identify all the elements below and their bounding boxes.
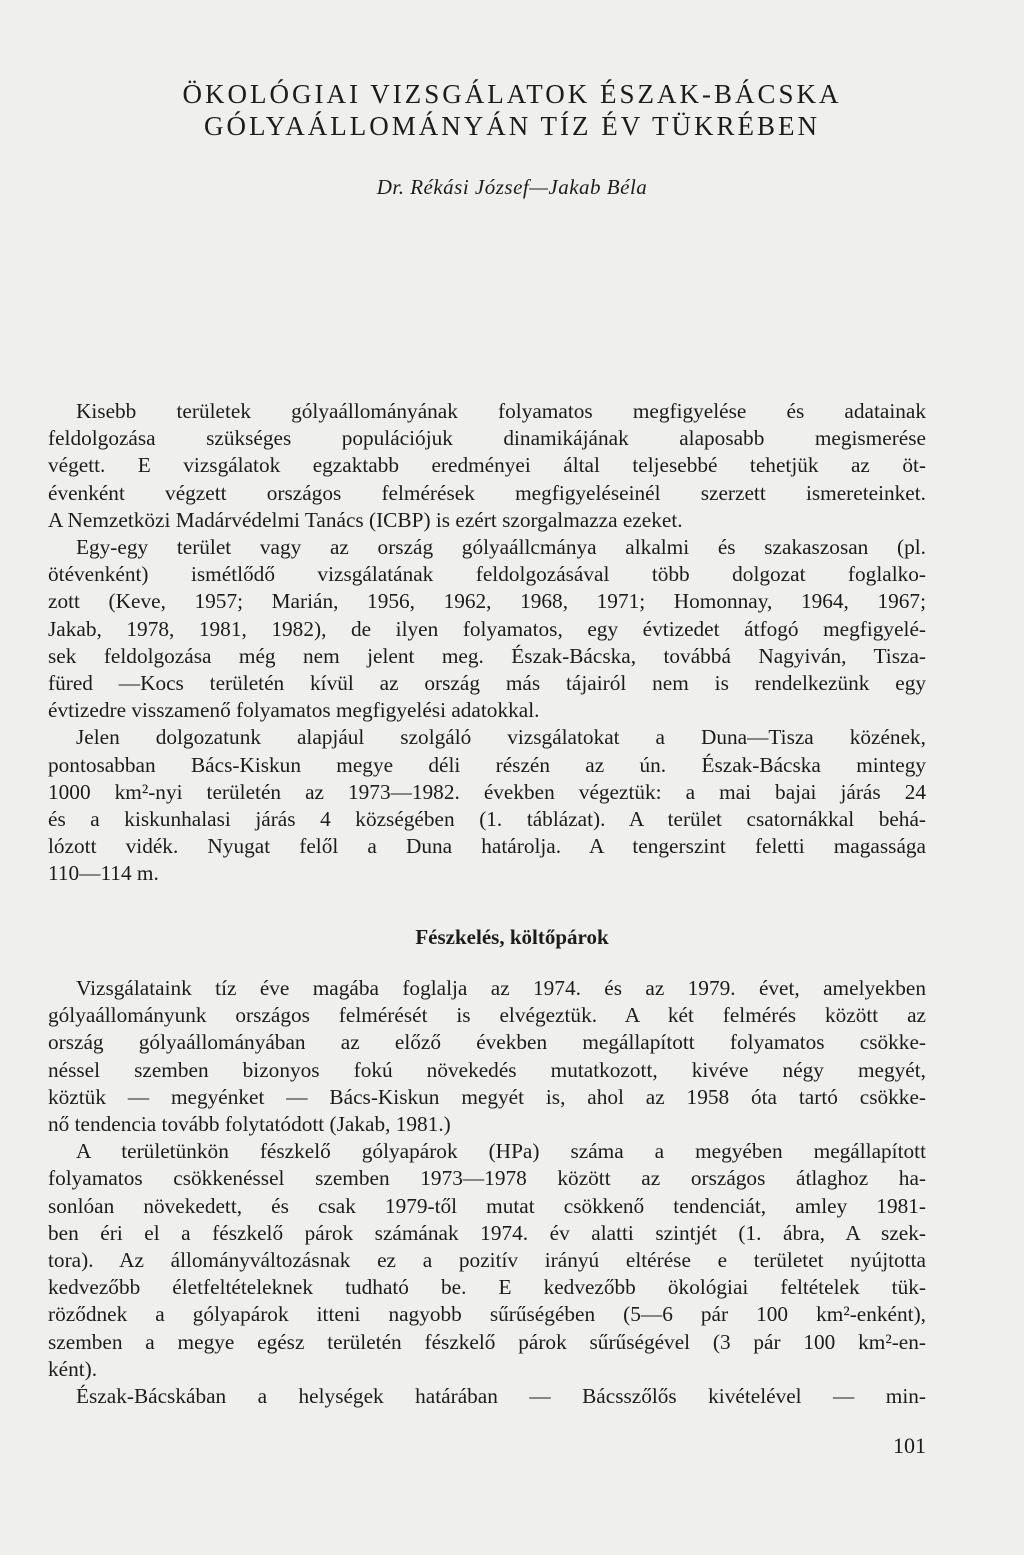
text-line: füred —Kocs területén kívül az ország más tájairól nem is rendelkezünk egy <box>48 671 926 696</box>
text-line: ország gólyaállományában az előző években megállapított folyamatos csökke- <box>48 1030 926 1055</box>
intro-text <box>48 398 926 888</box>
text-line: Vizsgálataink tíz éve magába foglalja az 1974. és az 1979. évet, amelyekben <box>76 976 926 1000</box>
article-title-line-1: ÖKOLÓGIAI VIZSGÁLATOK ÉSZAK-BÁCSKA <box>182 79 842 109</box>
section-heading: Fészkelés, költőpárok <box>415 925 609 949</box>
text-line: tora). Az állományváltozásnak ez a pozitív irányú eltérése e területet nyújtotta <box>48 1248 926 1273</box>
article-title-line-2: GÓLYAÁLLOMÁNYÁN TÍZ ÉV TÜKRÉBEN <box>203 111 821 141</box>
paragraph-4 <box>48 975 926 1138</box>
text-line: kedvezőbb életfeltételeknek tudható be. E kedvezőbb ökológiai feltételek tük- <box>48 1275 926 1300</box>
text-line: pontosabban Bács-Kiskun megye déli részén az ún. Észak-Bácska mintegy <box>48 752 926 777</box>
text-line: szemben a megye egész területén fészkelő párok sűrűségével (3 pár 100 km²-en- <box>48 1329 926 1354</box>
paragraph-6 <box>48 1383 926 1410</box>
text-line: végett. E vizsgálatok egzaktabb eredményei által teljesebbé tehetjük az öt- <box>48 453 926 478</box>
page-number: 101 <box>893 1433 926 1458</box>
text-line: ötévenként) ismétlődő vizsgálatának feldolgozásával több dolgozat foglalko- <box>48 562 926 587</box>
text-line: 1000 km²-nyi területén az 1973—1982. években végeztük: a mai bajai járás 24 <box>48 779 926 804</box>
article-authors: Dr. Rékási József—Jakab Béla <box>376 175 648 199</box>
text-line: A Nemzetközi Madárvédelmi Tanács (ICBP) is ezért szorgalmazza ezeket. <box>48 507 683 532</box>
text-line: ként). <box>48 1356 98 1381</box>
text-line: néssel szemben bizonyos fokú növekedés mutatkozott, kivéve négy megyét, <box>48 1057 926 1082</box>
text-line: nő tendencia tovább folytatódott (Jakab, 1981.) <box>48 1112 451 1137</box>
text-line: ben éri el a fészkelő párok számának 1974. év alatti szintjét (1. ábra, A szek- <box>48 1220 926 1245</box>
text-line: köztük — megyénket — Bács-Kiskun megyét is, ahol az 1958 óta tartó csökke- <box>48 1084 926 1109</box>
text-line: zott (Keve, 1957; Marián, 1956, 1962, 1968, 1971; Homonnay, 1964, 1967; <box>48 589 926 614</box>
paragraph-2 <box>48 534 926 724</box>
paragraph-3 <box>48 724 926 887</box>
text-line: Jakab, 1978, 1981, 1982), de ilyen folyamatos, egy évtizedet átfogó megfigyelé- <box>48 616 926 641</box>
text-line: Észak-Bácskában a helységek határában — Bácsszőlős kivételével — min- <box>76 1384 926 1409</box>
text-line: Jelen dolgozatunk alapjául szolgáló vizsgálatokat a Duna—Tisza közének, <box>76 725 926 750</box>
text-line: sek feldolgozása még nem jelent meg. Észak-Bácska, továbbá Nagyiván, Tisza- <box>48 643 926 668</box>
text-line: sonlóan növekedett, és csak 1979-től mutat csökkenő tendenciát, amley 1981- <box>48 1193 926 1218</box>
paragraph-5 <box>48 1138 926 1383</box>
text-line: Egy-egy terület vagy az ország gólyaállcmánya alkalmi és szakaszosan (pl. <box>76 535 926 560</box>
text-line: és a kiskunhalasi járás 4 községében (1. táblázat). A terület csatornákkal behá- <box>48 807 926 832</box>
paragraph-1 <box>48 398 926 534</box>
text-line: folyamatos csökkenéssel szemben 1973—1978 között az országos átlaghoz ha- <box>48 1166 926 1191</box>
text-line: A területünkön fészkelő gólyapárok (HPa) száma a megyében megállapított <box>76 1139 926 1164</box>
text-line: gólyaállományunk országos felmérését is elvégeztük. A két felmérés között az <box>48 1003 926 1028</box>
text-line: 110—114 m. <box>48 861 159 886</box>
text-line: lózott vidék. Nyugat felől a Duna határolja. A tengerszint feletti magassága <box>48 834 926 859</box>
section-text <box>48 975 926 1410</box>
text-line: évenként végzett országos felmérések megfigyeléseinél szerzett ismereteinket. <box>48 480 926 505</box>
text-line: évtizedre visszamenő folyamatos megfigyelési adatokkal. <box>48 698 540 723</box>
text-line: feldolgozása szükséges populációjuk dinamikájának alaposabb megismerése <box>48 426 926 451</box>
text-line: Kisebb területek gólyaállományának folyamatos megfigyelése és adatainak <box>76 399 926 423</box>
text-line: röződnek a gólyapárok itteni nagyobb sűrűségében (5—6 pár 100 km²-enként), <box>48 1302 926 1327</box>
